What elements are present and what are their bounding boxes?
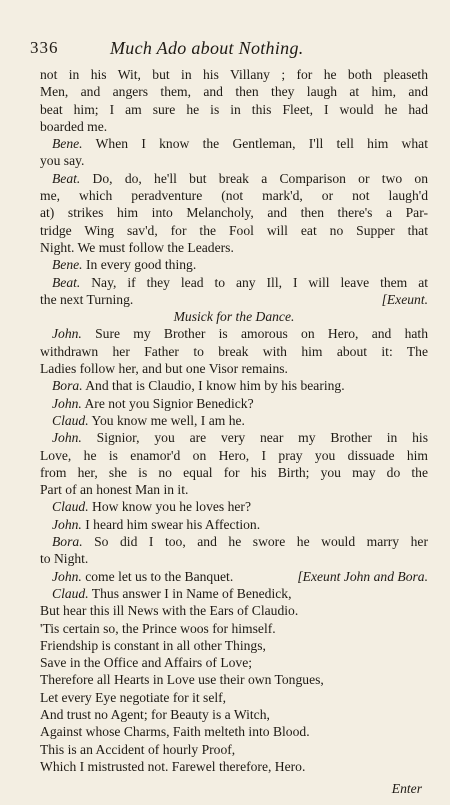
- line-text: Men, and angers them, and then they laugh at him, and: [40, 84, 428, 100]
- line-text: Nay, if they lead to any Ill, I will leave them at: [80, 274, 428, 290]
- text-line: [40, 429, 428, 446]
- line-text: You know me well, I am he.: [88, 412, 245, 428]
- text-line: [40, 377, 428, 394]
- speaker-name: John.: [52, 568, 82, 584]
- line-text: Friendship is constant in all other Things,: [40, 637, 266, 653]
- text-line: [40, 274, 428, 291]
- line-text: 'Tis certain so, the Prince woos for himself.: [40, 620, 276, 636]
- line-text: me, which peradventure (not mark'd, or not laugh'd: [40, 188, 428, 204]
- text-line: [40, 118, 428, 135]
- speaker-name: Bene.: [52, 136, 83, 152]
- speaker-name: Claud.: [52, 499, 89, 515]
- speaker-name: John.: [52, 430, 82, 446]
- line-text: Are not you Signior Benedick?: [81, 395, 254, 411]
- text-line: [40, 360, 428, 377]
- line-text: come let us to the Banquet.: [81, 568, 234, 584]
- text-line: [40, 516, 428, 533]
- line-text: Ladies follow her, and but one Visor remains.: [40, 361, 288, 377]
- line-text: not in his Wit, but in his Villany ; for he both pleaseth: [40, 67, 428, 82]
- stage-direction: Musick for the Dance.: [173, 309, 295, 325]
- play-text: [40, 66, 428, 775]
- text-line: [40, 447, 428, 464]
- text-line: [40, 723, 428, 740]
- text-line: [40, 602, 428, 619]
- line-text: How know you he loves her?: [88, 499, 251, 515]
- catchword: Enter: [391, 781, 422, 796]
- speaker-name: John.: [52, 516, 82, 532]
- speaker-name: Bora.: [52, 534, 83, 550]
- line-text: When I know the Gentleman, I'll tell him what: [82, 136, 428, 152]
- speaker-name: Claud.: [52, 585, 89, 601]
- text-line: [40, 533, 428, 550]
- speaker-name: Beat.: [52, 170, 81, 186]
- line-text: Save in the Office and Affairs of Love;: [40, 655, 253, 671]
- text-line: [40, 101, 428, 118]
- line-text: withdrawn her Father to break with him about it: The: [40, 343, 428, 359]
- text-line: [40, 758, 428, 775]
- line-text: And that is Claudio, I know him by his bearing.: [82, 378, 345, 394]
- speaker-name: Claud.: [52, 412, 89, 428]
- line-text: I heard him swear his Affection.: [81, 516, 261, 532]
- line-text: So did I too, and he swore he would marry her: [82, 534, 428, 550]
- text-line: [40, 654, 428, 671]
- text-line: [40, 412, 428, 429]
- line-text: And trust no Agent; for Beauty is a Witch,: [40, 706, 270, 722]
- line-text: tridge Wing sav'd, for the Fool will eat no Supper that: [40, 222, 428, 238]
- text-line: [40, 135, 428, 152]
- line-text: Love, he is enamor'd on Hero, I pray you dissuade him: [40, 447, 428, 463]
- text-line: [40, 83, 428, 100]
- text-line: [40, 741, 428, 758]
- page-number: 336: [30, 38, 59, 57]
- speaker-name: John.: [52, 326, 82, 342]
- text-line: [40, 585, 428, 602]
- speaker-name: John.: [52, 395, 82, 411]
- text-line: [40, 343, 428, 360]
- line-text: Let every Eye negotiate for it self,: [40, 689, 227, 705]
- line-text: beat him; I am sure he is in this Fleet, I would he had: [40, 101, 428, 117]
- line-text: boarded me.: [40, 118, 108, 134]
- speaker-name: Bene.: [52, 257, 83, 273]
- text-line: [40, 689, 428, 706]
- text-line: [40, 239, 428, 256]
- line-text: Do, do, he'll but break a Comparison or two on: [80, 170, 428, 186]
- text-line: [40, 464, 428, 481]
- line-text: In every good thing.: [82, 257, 197, 273]
- text-line: [40, 291, 428, 308]
- line-text: Therefore all Hearts in Love use their own Tongues,: [40, 672, 324, 688]
- text-line: [40, 170, 428, 187]
- line-text: the next Turning.: [40, 291, 134, 307]
- text-line: [40, 395, 428, 412]
- line-text: Which I mistrusted not. Farewel therefore, Hero.: [40, 758, 306, 774]
- text-line: [40, 671, 428, 688]
- text-line: [40, 325, 428, 342]
- line-text: you say.: [40, 153, 85, 169]
- text-line: [40, 620, 428, 637]
- text-line: [40, 222, 428, 239]
- text-line: [40, 498, 428, 515]
- text-line: [40, 66, 428, 83]
- line-text: from her, she is no equal for his Birth; you may do the: [40, 464, 428, 480]
- text-line: [40, 152, 428, 169]
- line-text: Part of an honest Man in it.: [40, 482, 189, 498]
- text-line: [40, 706, 428, 723]
- running-title: Much Ado about Nothing.: [110, 38, 304, 58]
- line-text: But hear this ill News with the Ears of Claudio.: [40, 603, 299, 619]
- stage-direction: [Exeunt.: [381, 291, 428, 307]
- text-line: [40, 187, 428, 204]
- speaker-name: Beat.: [52, 274, 81, 290]
- text-line: [40, 568, 428, 585]
- page-header: [30, 38, 430, 60]
- text-line: [40, 637, 428, 654]
- text-line: [40, 256, 428, 273]
- line-text: Against whose Charms, Faith melteth into Blood.: [40, 724, 310, 740]
- line-text: Signior, you are very near my Brother in his: [81, 430, 428, 446]
- speaker-name: Bora.: [52, 378, 83, 394]
- line-text: This is an Accident of hourly Proof,: [40, 741, 236, 757]
- line-text: Sure my Brother is amorous on Hero, and hath: [81, 326, 428, 342]
- line-text: Thus answer I in Name of Benedick,: [88, 585, 292, 601]
- text-line: [40, 550, 428, 567]
- stage-direction: [Exeunt John and Bora.: [297, 568, 428, 584]
- text-line: [40, 481, 428, 498]
- text-line: [40, 204, 428, 221]
- line-text: at) strikes him into Melancholy, and then there's a Par-: [40, 205, 428, 221]
- line-text: Night. We must follow the Leaders.: [40, 239, 234, 255]
- line-text: to Night.: [40, 551, 89, 567]
